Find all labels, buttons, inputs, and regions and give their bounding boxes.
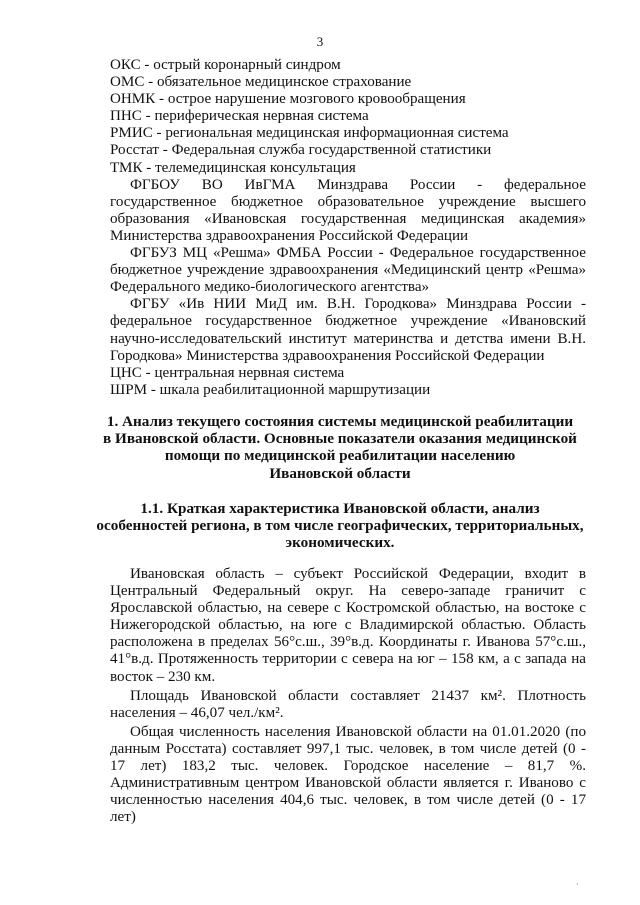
- abbreviation-fgbu: ФГБУ «Ив НИИ МиД им. В.Н. Городкова» Минздрава России - федеральное государственное бюджетное учреждение «Ивановский научно-исследовательский институт материнства и детства имени В.Н. Городкова» Министерства здравоохранения Российской Федерации: [110, 296, 586, 364]
- section-1-heading: [90, 413, 590, 482]
- heading-line: помощи по медицинской реабилитации населению: [164, 447, 516, 465]
- abbreviation-list: [110, 57, 586, 399]
- heading-line: 1.1. Краткая характеристика Ивановской области, анализ: [140, 500, 540, 517]
- heading-line: 1. Анализ текущего состояния системы медицинской реабилитации: [106, 413, 574, 430]
- abbreviation-item: ОКС - острый коронарный синдром: [110, 57, 341, 73]
- abbreviation-item: ТМК - телемедицинская консультация: [110, 159, 356, 176]
- section-1-1-heading: [90, 500, 590, 552]
- corner-mark: ·: [576, 880, 579, 889]
- abbreviation-item: ШРМ - шкала реабилитационной маршрутизации: [110, 381, 431, 398]
- paragraph-population: Общая численность населения Ивановской области на 01.01.2020 (по данным Росстата) составляет 997,1 тыс. человек, в том числе детей (0 - 17 лет) 183,2 тыс. человек. Городское население – 81,7 %. Административным центром Ивановской области является г. Иваново с численностью населения 404,6 тыс. человек, в том числе детей (0 - 17 лет): [110, 723, 586, 826]
- abbreviation-fgbou-first-line: ФГБОУ ВО ИвГМА Минздрава России - федеральное: [130, 176, 586, 193]
- abbreviation-item: ЦНС - центральная нервная система: [110, 364, 345, 381]
- heading-line: экономических.: [285, 534, 395, 552]
- abbreviation-item: ОНМК - острое нарушение мозгового кровообращения: [110, 91, 466, 108]
- paragraph-area: Площадь Ивановской области составляет 21437 км². Плотность населения – 46,07 чел./км².: [110, 687, 586, 721]
- abbreviation-item: ПНС - периферическая нервная система: [110, 108, 369, 125]
- abbreviation-item: ОМС - обязательное медицинское страхование: [110, 74, 412, 91]
- heading-line: Ивановской области: [269, 464, 411, 482]
- abbreviation-item: Росстат - Федеральная служба государственной статистики: [110, 142, 492, 159]
- paragraph-geography: Ивановская область – субъект Российской Федерации, входит в Центральный Федеральный округ. На северо-западе граничит с Ярославской областью, на севере с Костромской областью, на востоке с Нижегородской областью, на юге с Владимирской областью. Область расположена в пределах 56°с.ш., 39°в.д. Координаты г. Иванова 57°с.ш., 41°в.д. Протяженность территории с севера на юг – 158 км, а с запада на восток – 230 км.: [110, 566, 586, 685]
- abbreviation-fgbou-rest: государственное бюджетное образовательное учреждение высшего образования «Ивановская государственная медицинская академия» Министерства здравоохранения Российской Федерации: [110, 193, 586, 244]
- heading-line: в Ивановской области. Основные показатели оказания медицинской: [103, 430, 577, 448]
- body-text: [110, 566, 586, 826]
- heading-line: особенностей региона, в том числе географических, территориальных,: [96, 517, 584, 535]
- abbreviation-item: РМИС - региональная медицинская информационная система: [110, 125, 509, 142]
- abbreviation-fgbuz: ФГБУЗ МЦ «Решма» ФМБА России - Федеральное государственное бюджетное учреждение здравоохранения «Медицинский центр «Решма» Федерального медико-биологического агентства»: [110, 245, 586, 296]
- page-number: 3: [316, 34, 324, 49]
